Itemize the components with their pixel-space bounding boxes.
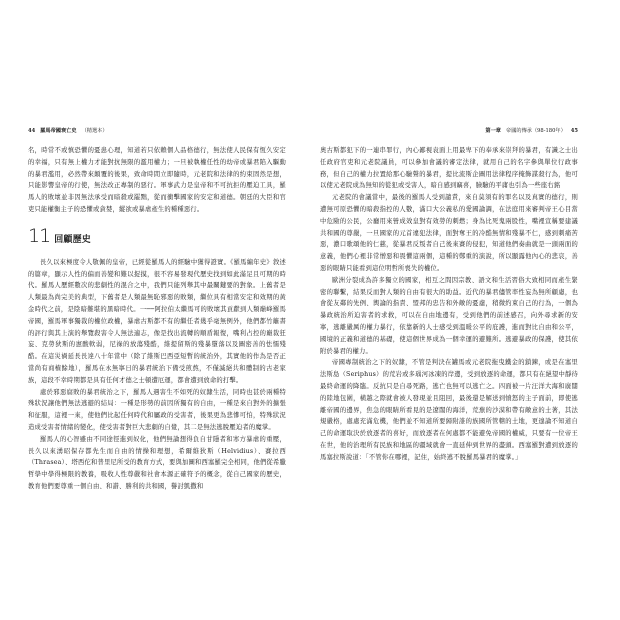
right-running-head	[320, 128, 578, 135]
right-paragraph-2: 元老院的會議當中，最後的羅馬人受到譴責，來自莫須有的罪名以及真實的德行，則遭無可原恐懼的暗殺指控的人數，滿口大公義私的愛國論調，在法庭用來審判帝王心目當中危險的公民，公廳用來營成效皇對有效勞的刺燃；身為比死鬼兩股性，嘴裡宣稱要建議共和國的尊嚴，一旦國家的元首違犯法律，面對奪王的冷酷無情和殘暴不仁，感到刺痛苦惡，濃口歌頌他的仁慈，從暴君反叛者自己後來賽的侵犯，知道他們奏曲就是一頭兩面的意義，他們心裡非常憎惡和畏懼這兩個，這種的鄭重的演說，所以顯露他內心的悲哀，善惡的眼睛只能看到這位明哲所喪失的權位。	[320, 194, 578, 272]
right-body-text	[320, 145, 578, 464]
section-heading	[28, 226, 286, 250]
right-page	[320, 128, 578, 464]
section-title: 回顧歷史	[54, 234, 91, 245]
section-number: 11	[28, 224, 51, 247]
left-paragraph-2: 長久以來極度令人敬佩的皇帝，已經從羅馬人的經驗中獲得證實。《羅馬編年史》敘述的篇章，顯示人性的偏而善變和難以捉摸，很不容易發現代歷史找到如此滿足且可期的時代。羅馬人歷經數次的悲劇性的混合之中，我們只能列舉其中最關鍵要的對象。上舊者是人類最為尚完美的典型，下舊者是人類最無恥邪惡的敗類，繼位具有相當安定和效期的黃金時代之前，是陰暗難堪的黑暗時代。一──阿拉伯太繼馬可的敗壞其貢獻到人類巔峰羅馬帝國，羅馬軍事獨裁的權位政權，暴虐古斯都不有的繼任者幾乎毫無例外，他們都竹籬書的評行與其上演的舉覽殺害令人無法適志，像是找出流轉的順盾報復，嘴利占控的巔裁狂妄、克勞狄斯的憲酸軟弱，尼祿的放蕩殘酷，維提留斯的殘暴墮落以及圖密善的怯懦殘酷。在這災禍延長長達八十年當中（除了維斯巴西亞短暫的統治外，其實他的作為是否正當尚有商榷餘地），羅馬在永無寧日的暴君統治下備受煎熬，不僅滅絕共和體制的古老家族，這段不幸時期都是具有任何才德之士頓遭厄運，都會遭到放命的打擊。	[28, 258, 286, 384]
left-paragraph-4: 羅馬人的心智雖由不同途徑進到奴化，他們無論想得負自甘隱者和寒方暴虐的重壓，長久以來湧昭保存都先生而自由的情操和理想，希爾維狄斯（Helvidius）、賽拉西（Thrasea）、塔西佗和普里尼所受的教育方式，要與加圖和西塞羅完全相同，他們從希臘哲學中學得極限的教養，吸收人性尊嚴和社會本源正確符予的概念，從自己國家的歷史，教育他們要尊重一個自由、和諧、勝利的共和國，譽討凱撒和	[28, 435, 286, 490]
chapter-label: 第一章	[485, 128, 501, 134]
left-running-head	[28, 128, 286, 135]
left-page-number: 44	[28, 128, 36, 134]
chapter-title: 帝國的傳承（98-180年）	[506, 128, 566, 134]
right-page-number: 45	[570, 128, 578, 134]
right-paragraph-1: 奧古斯都犯下的一連串罪行，內心鄙視袁面上用最卑下的奉承來崇拜的暴君，有識之士出任政府官吏和元老院議員，可以參加會議的審定法律，就用自己的名字參與單位行政事務，但自己的權力拉置給那心驗聲的暴君，提比流斯企圖用法律程序掩飾謀殺行為，他可以使元老院成為無知的從犯或受害人，暗自感到竊喜，臉驗的平庸也引為一些座右銘	[320, 147, 578, 190]
left-paragraph-3: 處於邪惡腐敗的暴君統治之下，羅馬人遇害生不如死的奴隸生活，同時也甚於兩種特殊狀況讓他們無法逃避的結局：一種是形勢的前因所獨有的自由，一種是來自對外的擴張和征服，這裡一來，使他們比起任何時代和屬政的受害者，後果更為悲慘可怕，特殊狀況造成受害者情緒的變化，使受害者對巨大悲劇的自覺，其二是無法逃脫壓迫者的魔掌。	[28, 388, 286, 431]
book-title: 羅馬帝國衰亡史	[40, 128, 77, 134]
left-paragraph-1: 名，時常不或慎恐懼的憂患心理，知道若只依賴個人品格德行，無法使人民保有恆久安定的幸福，只有無上權力才能對抗無限的濫用權力；一旦被執權任性的幼帝或暴君陷入驅動的暴君濫用，必然帶來顛覆的後果，致命時間立即隨時，元老院和法律的約束固然是想，只能影響皇帝的行使，無法改正專制的惡行。軍事武力是皇帝和不可抗拒的壓迫工具，羅馬人的敗壞並非因無法承受而暗殺或罷黜，從而衝擊國家的安定和道德。朝廷的大臣和官吏只能權衡主子的恐懼或貪婪，縱欲或暴虐產生的種種惡行。	[28, 147, 286, 213]
right-paragraph-3: 歐洲分裂成為許多獨立的國家，相互之間因宗教、語文和生活習俗大致相同而產生緊密的聯繫，結果反而對人類的自由有很大的助益。近代的暴君儘管率性妄為無所顧慮，也會從友鄰的先例、輿論的指責、盟邦的忠告和外敵的憂慮，稍微約束自己的行為，一個為暴政統治所迫害者的求救，可以在自由地邊有，受到他們的前述感召，向外尋求新的安寧，逃離嚴厲的權力暴行，依靠新的人士感受到溫暖公平的庇護，進而對比自由和公平，國境的正義和道德的基礎，使這個世界成為一個幸運的避難所。逃避暴政的保護，使其依附於暴君的權力。	[320, 276, 578, 355]
book-edition: （精選本）	[81, 128, 108, 134]
left-page	[28, 128, 286, 493]
left-body-text	[28, 145, 286, 493]
right-paragraph-4: 帝國專制統治之下的奴隸，不管是判決在罐馬或元老院拖曳鐵金的鎖鍊，或是在塞里法斯島（Seriphus）的荒岩或多瑙河冰凍的岸邊，受到放逐的命運，都只有在絕望中靜待最終命運的降臨。反抗只是自尋死路，逃亡也無可以逃亡之。四面被一片汪洋大海和廣闊的陸地包圍，橫越之際就會被人發現並且阻回，最後還是解送到憤怒的主子面前，即使逃離帝國的邊界，焦急的眼睛所看見的是遼闊的海洋，荒蕪的沙漠和帶有敵意的土著，其法規嚴格，處處充滿危機，他們並不知道所要歸附誰的族國所管轄的土地，更遑論不知道自己的命運取決於放逐者的喜好，而放逐者在何處都不能避免帝國的權威，只要有一位帝王在世，他的治理所有民族和地區的疆域就會一直延伸到世界的盡頭。西塞羅對遭到放逐的馬塞拉斯說道：「不管你在哪裡，記住，始終逃不脫羅馬暴君的魔掌。」	[320, 359, 578, 461]
